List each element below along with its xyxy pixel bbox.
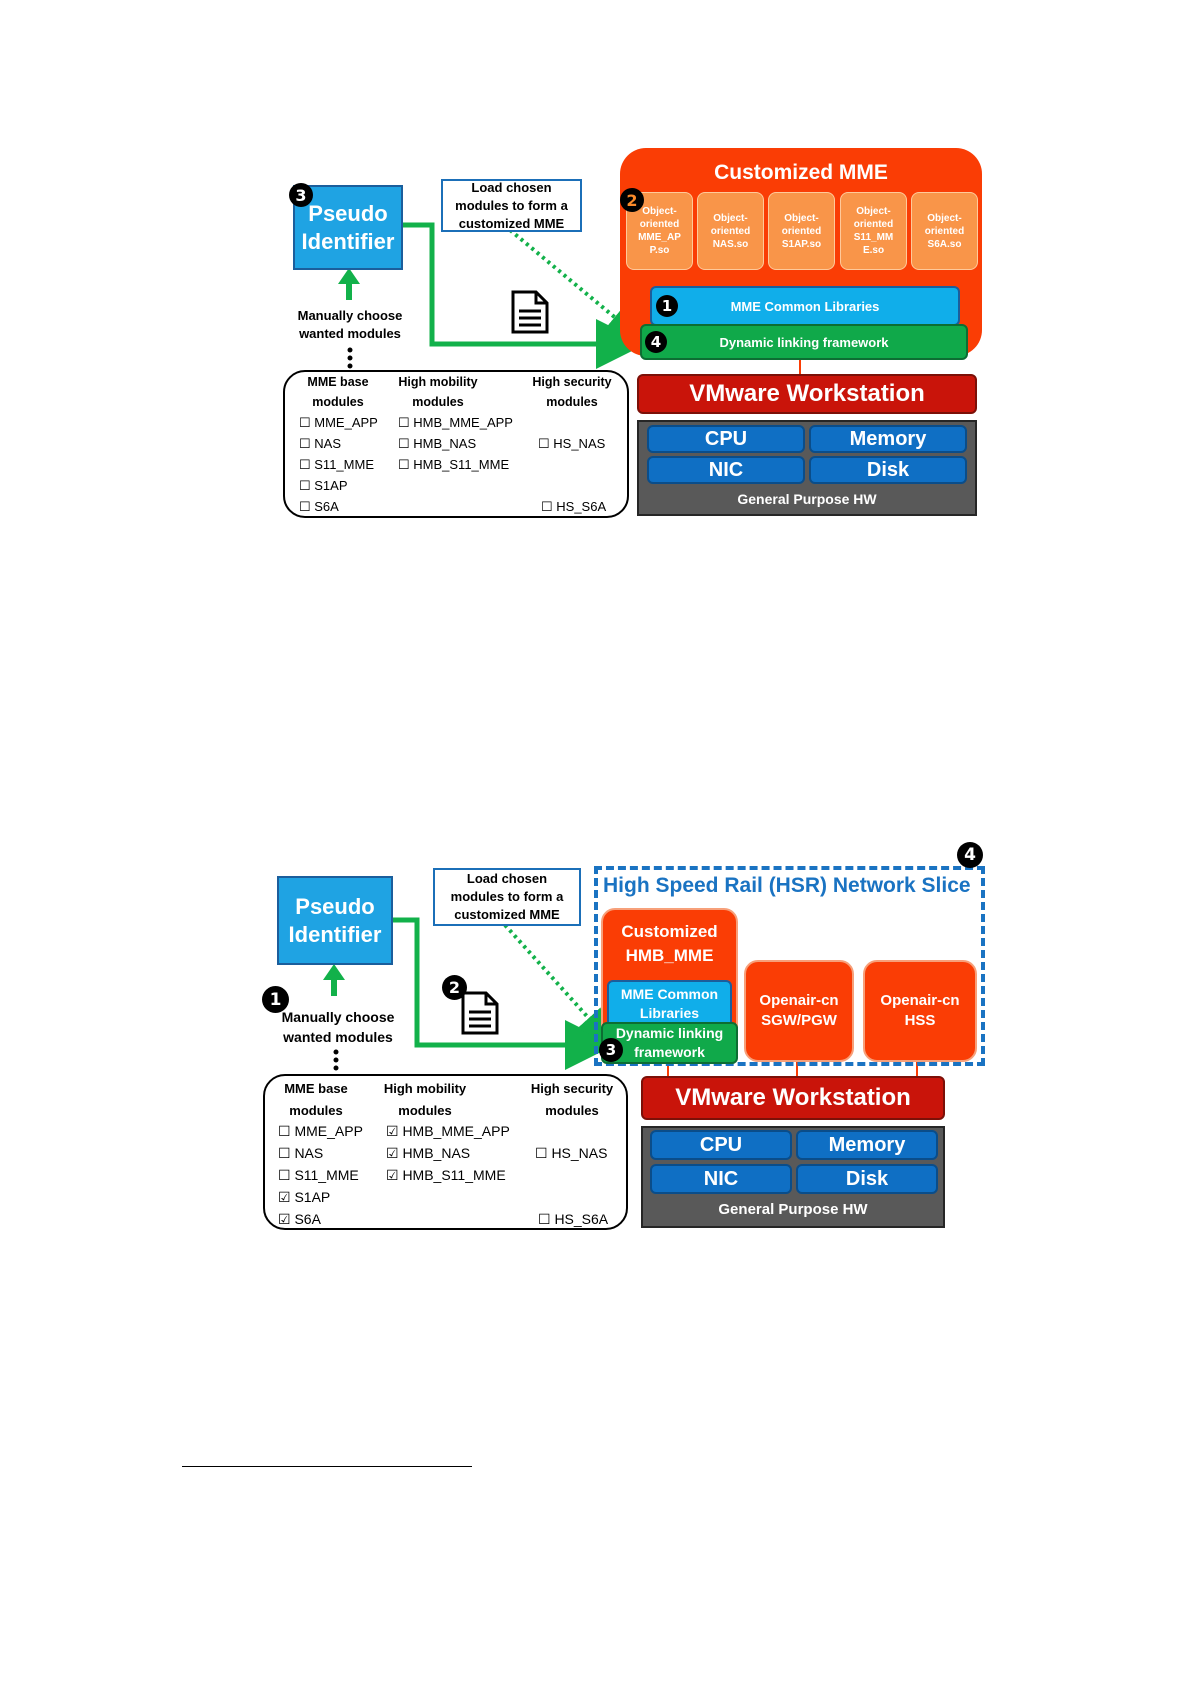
top-vmware-workstation: VMware Workstation — [637, 374, 977, 414]
bottom-header-mobility-line2: modules — [398, 1103, 452, 1118]
bottom-header-mobility — [375, 1078, 475, 1122]
bottom-checkbox-nas[interactable]: ☐ NAS — [278, 1145, 324, 1161]
obj-text: oriented — [924, 225, 965, 237]
bottom-header-base-line2: modules — [289, 1103, 343, 1118]
bottom-common-libraries — [607, 980, 732, 1028]
bottom-choose-caption — [275, 1007, 401, 1047]
top-object-module — [911, 192, 978, 270]
top-pseudo-line2: Identifier — [301, 228, 395, 254]
obj-text: MME_AP — [638, 232, 681, 243]
bottom-load-line1: Load chosen — [466, 871, 548, 886]
top-header-base — [295, 372, 381, 412]
obj-text: S11_MM — [853, 232, 894, 243]
bottom-hw-disk: Disk — [796, 1164, 938, 1194]
top-choose-caption — [290, 307, 410, 343]
bottom-lib-line2: Libraries — [639, 1005, 700, 1021]
obj-text: oriented — [639, 219, 680, 230]
bottom-dynamic-linking — [601, 1022, 738, 1064]
top-object-module — [768, 192, 835, 270]
bottom-checkbox-hmb-mme-app[interactable]: ☑ HMB_MME_APP — [386, 1123, 510, 1139]
bottom-openair-hss — [863, 960, 977, 1062]
top-checkbox-nas[interactable]: ☐ NAS — [299, 436, 341, 451]
top-hw-memory: Memory — [809, 425, 967, 453]
top-header-mobility-line1: High mobility — [398, 375, 478, 389]
bottom-dyn-line1: Dynamic linking — [615, 1025, 724, 1041]
top-load-line2: modules to form a — [455, 197, 568, 213]
bottom-hw-nic: NIC — [650, 1164, 792, 1194]
top-badge-pseudo: 3 — [289, 183, 313, 207]
top-up-arrowhead — [338, 268, 360, 284]
bottom-hss-line1: Openair-cn — [880, 992, 960, 1009]
bottom-mme-title — [601, 920, 738, 968]
bottom-choose-line1: Manually choose — [281, 1009, 395, 1025]
top-badge-lib: 1 — [656, 295, 678, 317]
obj-text: oriented — [710, 225, 751, 237]
top-pseudo-line1: Pseudo — [308, 200, 388, 226]
top-choose-line2: wanted modules — [299, 326, 401, 341]
top-object-module — [697, 192, 764, 270]
bottom-header-security-line2: modules — [545, 1103, 599, 1118]
bottom-mme-line2: HMB_MME — [625, 946, 714, 965]
footnote-rule — [182, 1466, 472, 1467]
top-header-security — [527, 372, 617, 412]
obj-text: NAS.so — [712, 238, 749, 250]
bottom-load-line2: modules to form a — [450, 889, 564, 904]
document-icon — [460, 990, 500, 1036]
bottom-load-line3: customized MME — [454, 907, 560, 922]
bottom-pseudo-identifier — [277, 876, 393, 965]
obj-text: Object- — [927, 212, 962, 224]
top-header-security-line1: High security — [532, 375, 612, 389]
bottom-badge-slice: 4 — [957, 842, 983, 868]
top-header-security-line2: modules — [546, 395, 598, 409]
bottom-pseudo-line1: Pseudo — [295, 893, 375, 919]
top-checkbox-hs-nas[interactable]: ☐ HS_NAS — [538, 436, 606, 451]
bottom-badge-doc: 2 — [442, 975, 467, 1000]
top-checkbox-hmb-nas[interactable]: ☐ HMB_NAS — [398, 436, 477, 451]
bottom-header-security — [525, 1078, 619, 1122]
bottom-hw-label: General Purpose HW — [718, 1201, 868, 1218]
top-module-list — [283, 370, 629, 518]
top-load-line1: Load chosen — [471, 179, 552, 195]
obj-text: E.so — [862, 245, 885, 256]
top-load-box — [441, 179, 582, 232]
bottom-choose-line2: wanted modules — [283, 1029, 393, 1045]
top-hw-label: General Purpose HW — [737, 491, 877, 507]
top-checkbox-hmb-s11-mme[interactable]: ☐ HMB_S11_MME — [398, 457, 510, 472]
bottom-hss-line2: HSS — [904, 1012, 936, 1029]
bottom-vmware-workstation: VMware Workstation — [641, 1076, 945, 1120]
top-header-mobility-line2: modules — [412, 395, 464, 409]
bottom-sgw-line2: SGW/PGW — [761, 1012, 837, 1029]
bottom-badge-dyn: 3 — [599, 1038, 623, 1062]
top-header-base-line1: MME base — [307, 375, 369, 389]
bottom-checkbox-hmb-s11-mme[interactable]: ☑ HMB_S11_MME — [386, 1167, 506, 1183]
obj-text: S6A.so — [927, 238, 962, 250]
bottom-badge-choose: 1 — [262, 986, 289, 1013]
bottom-lib-line1: MME Common — [620, 986, 719, 1002]
bottom-pseudo-line2: Identifier — [288, 921, 382, 947]
obj-text: oriented — [853, 219, 894, 230]
obj-text: P.so — [649, 245, 670, 256]
top-header-base-line2: modules — [312, 395, 364, 409]
bottom-checkbox-hmb-nas[interactable]: ☑ HMB_NAS — [386, 1145, 471, 1161]
top-hw-disk: Disk — [809, 456, 967, 484]
top-checkbox-hs-s6a[interactable]: ☐ HS_S6A — [541, 499, 607, 514]
bottom-up-arrowhead — [323, 964, 345, 980]
bottom-hw-cpu: CPU — [650, 1130, 792, 1160]
top-checkbox-hmb-mme-app[interactable]: ☐ HMB_MME_APP — [398, 415, 513, 430]
top-header-mobility — [390, 372, 486, 412]
bottom-mme-line1: Customized — [621, 922, 718, 941]
obj-text: Object- — [642, 206, 677, 217]
top-checkbox-s1ap[interactable]: ☐ S1AP — [299, 478, 348, 493]
obj-text: Object- — [713, 212, 748, 224]
bottom-slice-title: High Speed Rail (HSR) Network Slice — [603, 874, 971, 897]
bottom-header-base-line1: MME base — [284, 1081, 348, 1096]
top-choose-line1: Manually choose — [297, 308, 403, 323]
top-checkbox-mme-app[interactable]: ☐ MME_APP — [299, 415, 378, 430]
bottom-header-base — [273, 1078, 359, 1122]
obj-text: Object- — [856, 206, 891, 217]
bottom-dyn-line2: framework — [634, 1044, 705, 1060]
top-object-module — [840, 192, 907, 270]
bottom-checkbox-hs-nas[interactable]: ☐ HS_NAS — [535, 1145, 608, 1161]
bottom-header-security-line1: High security — [530, 1081, 614, 1096]
bottom-checkbox-mme-app[interactable]: ☐ MME_APP — [278, 1123, 363, 1139]
bottom-dotted-arrow — [505, 925, 602, 1033]
bottom-hw-memory: Memory — [796, 1130, 938, 1160]
top-hw-nic: NIC — [647, 456, 805, 484]
bottom-load-box — [433, 868, 581, 926]
obj-text: oriented — [781, 225, 822, 237]
top-load-line3: customized MME — [458, 215, 565, 231]
top-hw-cpu: CPU — [647, 425, 805, 453]
bottom-sgw-line1: Openair-cn — [759, 992, 839, 1009]
bottom-checkbox-s6a[interactable]: ☑ S6A — [278, 1211, 321, 1227]
top-checkbox-s11-mme[interactable]: ☐ S11_MME — [299, 457, 374, 472]
bottom-openair-sgw-pgw — [744, 960, 854, 1062]
top-common-libraries: MME Common Libraries — [650, 286, 960, 326]
top-dynamic-linking: Dynamic linking framework — [640, 324, 968, 360]
top-mme-title: Customized MME — [714, 161, 888, 184]
obj-text: S1AP.so — [781, 238, 822, 250]
bottom-header-mobility-line1: High mobility — [383, 1081, 467, 1096]
top-checkbox-s6a[interactable]: ☐ S6A — [299, 499, 339, 514]
document-icon — [510, 289, 550, 335]
bottom-module-list — [263, 1074, 628, 1230]
bottom-checkbox-s1ap[interactable]: ☑ S1AP — [278, 1189, 331, 1205]
bottom-checkbox-s11-mme[interactable]: ☐ S11_MME — [278, 1167, 359, 1183]
obj-text: Object- — [784, 212, 819, 224]
top-badge-dyn: 4 — [645, 331, 667, 353]
bottom-checkbox-hs-s6a[interactable]: ☐ HS_S6A — [538, 1211, 609, 1227]
top-badge-objects: 2 — [620, 188, 644, 212]
